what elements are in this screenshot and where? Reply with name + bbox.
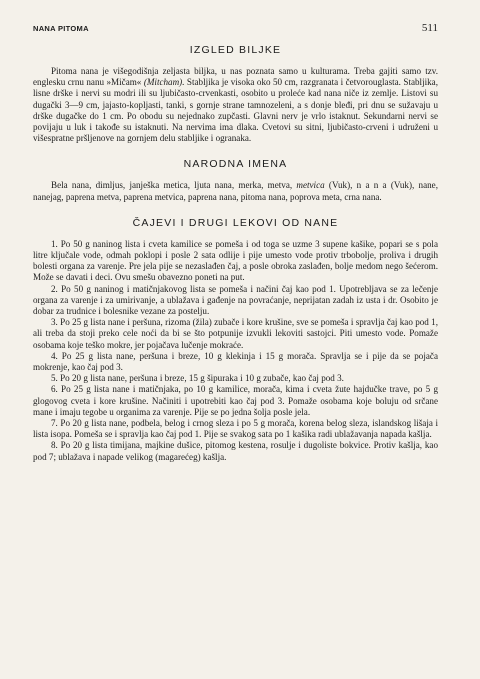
paragraph-folk-names: Bela nana, dimljus, janješka metica, ljuta nana, merka, metva, metvica (Vuk), n a n a (Vuk), nane, nanejag, paprena metva, paprena metvica, paprena nana, pitoma nana, poprova meta, crna nana.: [33, 180, 438, 202]
section-title-appearance: IZGLED BILJKE: [189, 44, 282, 56]
recipe-paragraph: 7. Po 20 g lista nane, podbela, belog i crnog sleza i po 5 g morača, korena belog sleza, islandskog lišaja i lista isopa. Pomeša se i spravlja kao čaj pod 1. Pije se svakog sata po 1 kašika radi ublažavanja napada kašlja.: [33, 418, 438, 440]
page-header: [33, 22, 438, 34]
recipe-paragraph: 3. Po 25 g lista nane i peršuna, rizoma (žila) zubače i kore krušine, sve se pomeša i spravlja čaj kao pod 1, ali treba da stoji preko cele noći da bi se što potpunije izvukli lekoviti sastojci. Piti umesto vode. Pomaže osobama koje teško mokre, jer pojačava lučenje mokraće.: [33, 317, 438, 350]
recipe-paragraph: 4. Po 25 g lista nane, peršuna i breze, 10 g klekinja i 15 g morača. Spravlja se i pije da se pojača mokrenje, kao čaj pod 3.: [33, 350, 438, 373]
recipe-paragraph: 5. Po 20 g lista nane, peršuna i breze, 15 g šipuraka i 10 g zubače, kao čaj pod 3.: [51, 373, 344, 384]
page-content: [33, 44, 438, 477]
recipe-paragraph: 2. Po 50 g naninog i matičnjakovog lista se pomeša i načini čaj kao pod 1. Upotrebljava se za lečenje organa za varenje i za umirivanje, a ublažava i gađenje na povraćanje, neprijatan zadah iz usta i dr. Osobito je dobar za trudnice i bolesnike vezane za postelju.: [33, 283, 438, 317]
section-teas: [33, 217, 438, 463]
paragraph-appearance: Pitoma nana je višegodišnja zeljasta biljka, u nas poznata samo u kulturama. Treba gajiti samo tzv. englesku crnu nanu »Mičam« (Mitcham). Stabljika je visoka oko 50 cm, razgranata i četvorouglasta. Stabljika, lisne drške i nervi su modri ili su ljubičasto-crvenkasti, osobito u proleće kad nana niče iz zemlje. Listovi su dugački 3—9 cm, jajasto-kopljasti, tanki, s gornje strane tamnozeleni, a s donje bleđi, pri dnu se sužavaju u drške dugačke do 1 cm. Po obodu su nejednako zupčasti. Glavni nerv je vrlo istaknut. Sekundarni nervi se povijaju u luk i takođe su istaknuti. Na nervima ima dlaka. Cvetovi su sitni, ljubičasto-crveni i udruženi u višespratne pršljenove na gornjem delu stabljike i ogranaka.: [33, 66, 438, 144]
running-head: NANA PITOMA: [33, 24, 89, 33]
page-number: 511: [421, 22, 438, 34]
recipe-paragraph: 6. Po 25 g lista nane i matičnjaka, po 10 g kamilice, morača, kima i cveta žute hajdučke trave, po 5 g glogovog cveta i kore krušine. Načiniti i upotrebiti kao čaj pod 3. Pomaže osobama koje boluju od srčane mane i imaju tegobe u organima za varenje. Pije se po jedna šolja posle jela.: [33, 384, 438, 417]
recipe-paragraph: 1. Po 50 g naninog lista i cveta kamilice se pomeša i od toga se uzme 3 supene kašike, popari se s pola litre ključale vode, odmah poklopi i posle 2 sata odlije i pije umesto vode protiv trbobolje, proliva i drugih bolesti organa za varenje. Pre jela pije se nezaslađen čaj, a posle obroka zaslađen, bolje medom nego šećerom. Može se davati i deci. Ovu smešu obavezno poneti na put.: [33, 238, 438, 283]
section-title-folk-names: NARODNA IMENA: [183, 158, 288, 171]
recipe-paragraph: 8. Po 20 g lista timijana, majkine dušice, pitomog kestena, rosulje i dugoliste bokvice. Protiv kašlja, kao pod 7; ublažava i napade velikog (magarećeg) kašlja.: [33, 440, 438, 462]
section-title-teas: ČAJEVI I DRUGI LEKOVI OD NANE: [132, 216, 339, 229]
section-folk-names: [33, 158, 438, 202]
section-appearance: [33, 44, 438, 144]
